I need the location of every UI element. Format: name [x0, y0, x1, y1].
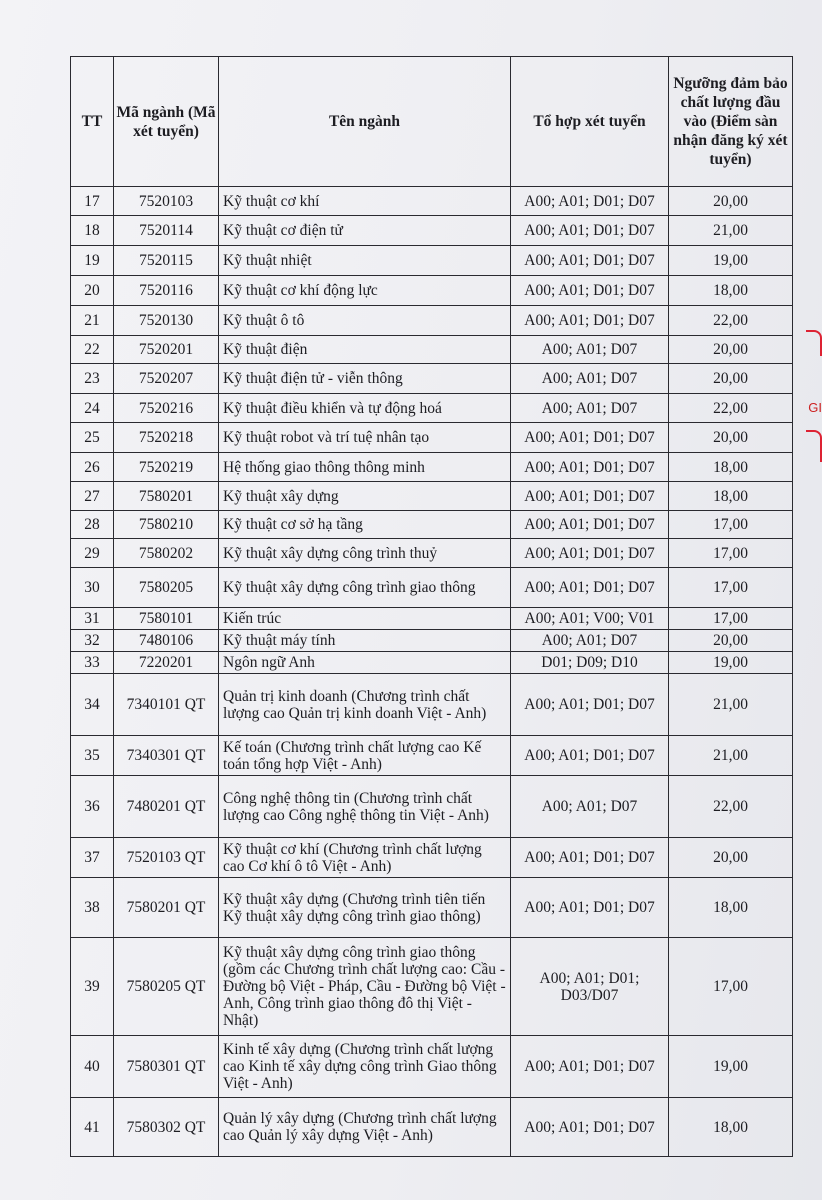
- table-row: [71, 306, 793, 336]
- cell-to-hop: A00; A01; D01; D07: [511, 878, 669, 938]
- cell-ma-nganh: 7220201: [114, 652, 219, 674]
- cell-nguong: 19,00: [669, 652, 793, 674]
- cell-nguong: 18,00: [669, 878, 793, 938]
- table-row: [71, 394, 793, 423]
- cell-to-hop: A00; A01; D01; D07: [511, 838, 669, 878]
- cell-tt: 25: [71, 423, 114, 453]
- cell-nguong: 20,00: [669, 630, 793, 652]
- cell-nguong: 18,00: [669, 482, 793, 511]
- cell-tt: 26: [71, 453, 114, 482]
- cell-nguong: 19,00: [669, 246, 793, 276]
- cell-nguong: 20,00: [669, 838, 793, 878]
- table-row: [71, 511, 793, 539]
- table-row: [71, 652, 793, 674]
- cell-tt: 24: [71, 394, 114, 423]
- cell-tt: 18: [71, 216, 114, 246]
- cell-ma-nganh: 7340301 QT: [114, 736, 219, 776]
- cell-ten-nganh: Kỹ thuật nhiệt: [219, 246, 511, 276]
- table-row: [71, 276, 793, 306]
- cell-nguong: 21,00: [669, 736, 793, 776]
- table-row: [71, 482, 793, 511]
- cell-tt: 40: [71, 1036, 114, 1098]
- cell-tt: 30: [71, 568, 114, 608]
- table-row: [71, 423, 793, 453]
- table-row: [71, 776, 793, 838]
- table-row: [71, 1036, 793, 1098]
- cell-tt: 33: [71, 652, 114, 674]
- cell-nguong: 20,00: [669, 336, 793, 364]
- cell-tt: 36: [71, 776, 114, 838]
- cell-to-hop: A00; A01; D01; D07: [511, 482, 669, 511]
- table-row: [71, 453, 793, 482]
- table-body: [71, 187, 793, 1157]
- cell-ma-nganh: 7480201 QT: [114, 776, 219, 838]
- cell-ten-nganh: Quản trị kinh doanh (Chương trình chất lượng cao Quản trị kinh doanh Việt - Anh): [219, 674, 511, 736]
- cell-tt: 38: [71, 878, 114, 938]
- cell-nguong: 20,00: [669, 187, 793, 216]
- cell-ma-nganh: 7480106: [114, 630, 219, 652]
- cell-tt: 29: [71, 539, 114, 568]
- cell-to-hop: A00; A01; D01; D07: [511, 736, 669, 776]
- cell-tt: 27: [71, 482, 114, 511]
- header-ten-nganh: Tên ngành: [219, 57, 511, 187]
- cell-nguong: 21,00: [669, 216, 793, 246]
- header-to-hop: Tổ hợp xét tuyển: [511, 57, 669, 187]
- cell-tt: 17: [71, 187, 114, 216]
- table-row: [71, 364, 793, 394]
- table-row: [71, 216, 793, 246]
- cell-ten-nganh: Công nghệ thông tin (Chương trình chất lượng cao Công nghệ thông tin Việt - Anh): [219, 776, 511, 838]
- cell-ten-nganh: Kinh tế xây dựng (Chương trình chất lượng cao Kinh tế xây dựng công trình Giao thông Việt - Anh): [219, 1036, 511, 1098]
- header-tt: TT: [71, 57, 114, 187]
- cell-nguong: 18,00: [669, 453, 793, 482]
- cell-ten-nganh: Ngôn ngữ Anh: [219, 652, 511, 674]
- cell-ten-nganh: Kỹ thuật xây dựng (Chương trình tiên tiến Kỹ thuật xây dựng công trình giao thông): [219, 878, 511, 938]
- cell-ma-nganh: 7580101: [114, 608, 219, 630]
- table-row: [71, 838, 793, 878]
- cell-ma-nganh: 7340101 QT: [114, 674, 219, 736]
- cell-ten-nganh: Hệ thống giao thông thông minh: [219, 453, 511, 482]
- cell-tt: 28: [71, 511, 114, 539]
- cell-ma-nganh: 7580205 QT: [114, 938, 219, 1036]
- cell-ma-nganh: 7580201 QT: [114, 878, 219, 938]
- cell-to-hop: A00; A01; D07: [511, 776, 669, 838]
- cell-nguong: 22,00: [669, 776, 793, 838]
- cell-tt: 39: [71, 938, 114, 1036]
- cell-ma-nganh: 7520103 QT: [114, 838, 219, 878]
- cell-ten-nganh: Kỹ thuật cơ sở hạ tầng: [219, 511, 511, 539]
- cell-ma-nganh: 7520115: [114, 246, 219, 276]
- cell-ten-nganh: Kỹ thuật robot và trí tuệ nhân tạo: [219, 423, 511, 453]
- table-row: [71, 336, 793, 364]
- cell-tt: 37: [71, 838, 114, 878]
- table-row: [71, 1098, 793, 1157]
- cell-to-hop: A00; A01; D01; D07: [511, 246, 669, 276]
- cell-ma-nganh: 7520219: [114, 453, 219, 482]
- table-row: [71, 736, 793, 776]
- cell-ten-nganh: Quản lý xây dựng (Chương trình chất lượng cao Quản lý xây dựng Việt - Anh): [219, 1098, 511, 1157]
- cell-nguong: 17,00: [669, 608, 793, 630]
- cell-nguong: 21,00: [669, 674, 793, 736]
- header-row: [71, 57, 793, 187]
- cell-to-hop: A00; A01; D07: [511, 394, 669, 423]
- cell-to-hop: A00; A01; D01; D07: [511, 187, 669, 216]
- cell-to-hop: A00; A01; D01; D07: [511, 453, 669, 482]
- cell-to-hop: A00; A01; D01; D07: [511, 568, 669, 608]
- cell-ten-nganh: Kỹ thuật điện: [219, 336, 511, 364]
- cell-nguong: 22,00: [669, 306, 793, 336]
- cell-ten-nganh: Kỹ thuật cơ khí động lực: [219, 276, 511, 306]
- cell-ten-nganh: Kỹ thuật điều khiển và tự động hoá: [219, 394, 511, 423]
- cell-to-hop: A00; A01; D01; D07: [511, 276, 669, 306]
- table-row: [71, 246, 793, 276]
- cell-ma-nganh: 7580205: [114, 568, 219, 608]
- cell-nguong: 17,00: [669, 511, 793, 539]
- cell-nguong: 17,00: [669, 938, 793, 1036]
- cell-to-hop: A00; A01; D07: [511, 630, 669, 652]
- table-row: [71, 878, 793, 938]
- cell-ma-nganh: 7520216: [114, 394, 219, 423]
- table-row: [71, 187, 793, 216]
- cell-tt: 23: [71, 364, 114, 394]
- cell-ten-nganh: Kỹ thuật xây dựng: [219, 482, 511, 511]
- cell-to-hop: A00; A01; D01; D07: [511, 539, 669, 568]
- cell-nguong: 18,00: [669, 1098, 793, 1157]
- cell-ma-nganh: 7520103: [114, 187, 219, 216]
- cell-to-hop: D01; D09; D10: [511, 652, 669, 674]
- table-row: [71, 568, 793, 608]
- cell-ten-nganh: Kỹ thuật cơ khí (Chương trình chất lượng cao Cơ khí ô tô Việt - Anh): [219, 838, 511, 878]
- cell-tt: 22: [71, 336, 114, 364]
- admissions-table: [70, 56, 793, 1157]
- header-nguong: Ngưỡng đảm bảo chất lượng đầu vào (Điểm sàn nhận đăng ký xét tuyển): [669, 57, 793, 187]
- table-row: [71, 938, 793, 1036]
- cell-ma-nganh: 7520130: [114, 306, 219, 336]
- cell-ma-nganh: 7520116: [114, 276, 219, 306]
- table-row: [71, 630, 793, 652]
- cell-ten-nganh: Kế toán (Chương trình chất lượng cao Kế toán tổng hợp Việt - Anh): [219, 736, 511, 776]
- cell-ten-nganh: Kỹ thuật ô tô: [219, 306, 511, 336]
- cell-tt: 21: [71, 306, 114, 336]
- cell-to-hop: A00; A01; D01; D03/D07: [511, 938, 669, 1036]
- cell-to-hop: A00; A01; D07: [511, 364, 669, 394]
- cell-nguong: 20,00: [669, 364, 793, 394]
- cell-to-hop: A00; A01; D01; D07: [511, 423, 669, 453]
- cell-ten-nganh: Kỹ thuật cơ khí: [219, 187, 511, 216]
- cell-to-hop: A00; A01; D07: [511, 336, 669, 364]
- cell-nguong: 22,00: [669, 394, 793, 423]
- cell-to-hop: A00; A01; D01; D07: [511, 674, 669, 736]
- cell-ma-nganh: 7520114: [114, 216, 219, 246]
- cell-nguong: 17,00: [669, 568, 793, 608]
- cell-tt: 34: [71, 674, 114, 736]
- cell-ma-nganh: 7580201: [114, 482, 219, 511]
- cell-ma-nganh: 7520201: [114, 336, 219, 364]
- cell-ten-nganh: Kỹ thuật máy tính: [219, 630, 511, 652]
- cell-to-hop: A00; A01; D01; D07: [511, 1036, 669, 1098]
- cell-ma-nganh: 7520218: [114, 423, 219, 453]
- cell-ma-nganh: 7580302 QT: [114, 1098, 219, 1157]
- cell-ten-nganh: Kỹ thuật xây dựng công trình giao thông (gồm các Chương trình chất lượng cao: Cầu - Đường bộ Việt - Pháp, Cầu - Đường bộ Việt - Anh, Công trình giao thông đô thị Việt - Nhật): [219, 938, 511, 1036]
- cell-nguong: 18,00: [669, 276, 793, 306]
- cell-nguong: 20,00: [669, 423, 793, 453]
- cell-ma-nganh: 7580301 QT: [114, 1036, 219, 1098]
- stamp-edge-mark: [806, 430, 822, 462]
- cell-tt: 41: [71, 1098, 114, 1157]
- cell-tt: 19: [71, 246, 114, 276]
- cell-ma-nganh: 7520207: [114, 364, 219, 394]
- table-row: [71, 608, 793, 630]
- table-row: [71, 674, 793, 736]
- margin-stamp-fragment: GI: [808, 400, 822, 415]
- cell-tt: 31: [71, 608, 114, 630]
- cell-ma-nganh: 7580202: [114, 539, 219, 568]
- header-ma-nganh: Mã ngành (Mã xét tuyển): [114, 57, 219, 187]
- cell-tt: 32: [71, 630, 114, 652]
- cell-to-hop: A00; A01; V00; V01: [511, 608, 669, 630]
- cell-to-hop: A00; A01; D01; D07: [511, 216, 669, 246]
- cell-ten-nganh: Kỹ thuật cơ điện tử: [219, 216, 511, 246]
- cell-ma-nganh: 7580210: [114, 511, 219, 539]
- cell-tt: 20: [71, 276, 114, 306]
- cell-to-hop: A00; A01; D01; D07: [511, 511, 669, 539]
- table-row: [71, 539, 793, 568]
- cell-nguong: 19,00: [669, 1036, 793, 1098]
- stamp-edge-mark: [806, 330, 822, 356]
- cell-ten-nganh: Kỹ thuật xây dựng công trình thuỷ: [219, 539, 511, 568]
- cell-nguong: 17,00: [669, 539, 793, 568]
- cell-to-hop: A00; A01; D01; D07: [511, 1098, 669, 1157]
- cell-to-hop: A00; A01; D01; D07: [511, 306, 669, 336]
- cell-tt: 35: [71, 736, 114, 776]
- cell-ten-nganh: Kỹ thuật xây dựng công trình giao thông: [219, 568, 511, 608]
- cell-ten-nganh: Kiến trúc: [219, 608, 511, 630]
- cell-ten-nganh: Kỹ thuật điện tử - viễn thông: [219, 364, 511, 394]
